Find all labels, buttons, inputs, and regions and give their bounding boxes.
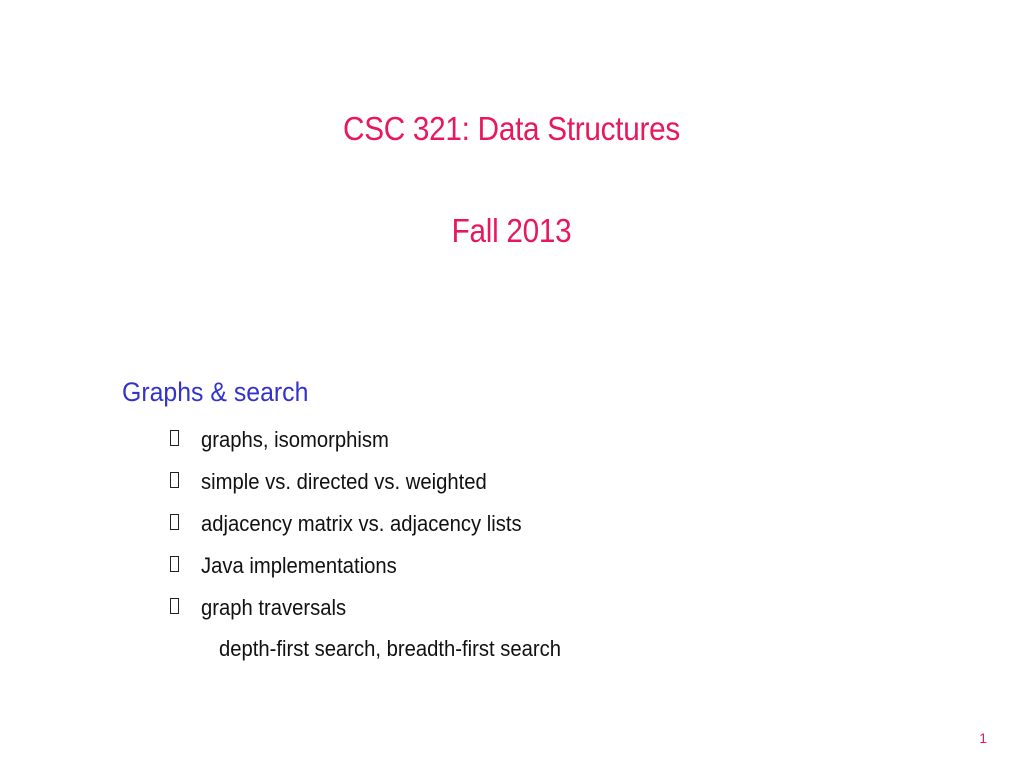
hollow-square-bullet-icon xyxy=(170,556,179,572)
bullet-text: adjacency matrix vs. adjacency lists xyxy=(201,511,522,536)
bullet-text: Java implementations xyxy=(201,553,397,578)
term-title: Fall 2013 xyxy=(451,212,572,249)
sub-item-text: depth-first search, breadth-first search xyxy=(219,636,561,661)
bullet-text: simple vs. directed vs. weighted xyxy=(201,469,487,494)
bullet-text: graphs, isomorphism xyxy=(201,427,389,452)
page-number: 1 xyxy=(979,730,987,746)
bullet-text: graph traversals xyxy=(201,595,347,620)
hollow-square-bullet-icon xyxy=(170,514,179,530)
section-heading: Graphs & search xyxy=(122,377,309,407)
hollow-square-bullet-icon xyxy=(170,598,179,614)
hollow-square-bullet-icon xyxy=(170,472,179,488)
hollow-square-bullet-icon xyxy=(170,430,179,446)
course-title: CSC 321: Data Structures xyxy=(343,110,680,147)
